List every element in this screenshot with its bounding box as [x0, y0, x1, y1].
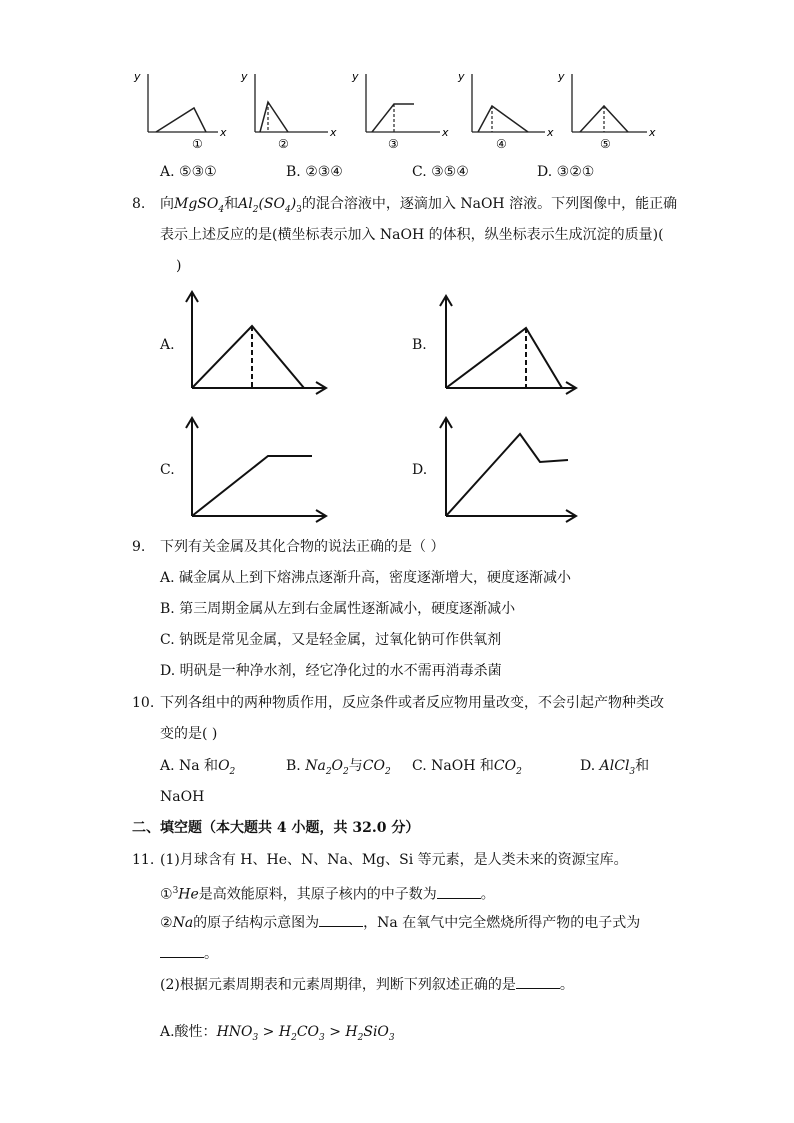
q8-graph-c[interactable]	[180, 414, 330, 524]
top-graph-1-y-label: y	[134, 70, 141, 83]
q10-number: 10.	[132, 695, 155, 711]
top-graph-3	[351, 70, 449, 151]
q8-graph-b[interactable]	[434, 292, 584, 398]
top-graph-5	[557, 70, 656, 151]
q7-option-c[interactable]	[412, 162, 469, 182]
q9-number: 9.	[132, 539, 146, 555]
q8-graph-d[interactable]	[434, 414, 584, 524]
q10-option-d-line2: NaOH	[160, 789, 205, 805]
q8-formula-mgso4: MgSO$_4$	[174, 196, 225, 215]
q11-formula-hno3: $HNO_3$	[216, 1024, 259, 1043]
q11-formula-h2co3: $H_2CO_3$	[278, 1024, 325, 1043]
q7-option-d[interactable]	[537, 162, 594, 182]
top-graph-2	[240, 70, 337, 151]
q7-option-b-text: ②③④	[305, 164, 343, 180]
q11-blank-1[interactable]	[437, 884, 481, 899]
q11-formula-na: Na	[172, 915, 194, 931]
q7-option-b[interactable]	[286, 162, 343, 182]
q11-formula-h2sio3: $H_2SiO_3$	[345, 1024, 395, 1043]
top-graph-5-label: ⑤	[600, 137, 611, 151]
q10-option-d[interactable]: D. AlCl$_3$和	[580, 758, 650, 777]
q7-option-d-text: ③②①	[556, 164, 595, 180]
q11-formula-he: He	[178, 886, 199, 903]
q11-blank-4[interactable]	[516, 974, 560, 989]
top-graph-5-y-label: y	[558, 70, 565, 83]
q9-option-c[interactable]: C. 钠既是常见金属，又是轻金属，过氧化钠可作供氧剂	[160, 632, 502, 648]
q8-line1-post: 的混合溶液中，逐滴加入 NaOH 溶液。下列图像中，能正确	[301, 196, 678, 212]
q11-blank-2[interactable]	[319, 912, 363, 927]
q11-number: 11.	[132, 852, 155, 868]
q7-option-a-letter: A.	[160, 164, 175, 180]
top-graph-2-x-label: x	[330, 126, 337, 139]
q11-part2-line2: 。	[160, 943, 218, 964]
top-graph-2-y-label: y	[241, 70, 248, 83]
q7-option-a-text: ⑤③①	[179, 164, 217, 180]
q10-stem-line2: 变的是( )	[160, 726, 218, 742]
top-graph-4-y-label: y	[458, 70, 465, 83]
q7-option-d-letter: D.	[537, 164, 553, 180]
top-graph-4-label: ④	[496, 137, 507, 151]
q8-line1: 向MgSO$_4$和$Al_2(SO_4)_3$的混合溶液中，逐滴加入 NaOH 溶液。下列图像中，能正确	[160, 196, 678, 215]
q7-option-c-letter: C.	[412, 164, 427, 180]
top-graph-4	[457, 70, 554, 151]
q8-option-c-label[interactable]: C.	[160, 462, 175, 478]
q10-formula-alcl3: AlCl$_3$	[599, 758, 636, 777]
q10-formula-co2-c: $CO_2$	[493, 758, 522, 777]
q10-option-c[interactable]: C. NaOH 和$CO_2$	[412, 758, 522, 777]
top-graph-1-label: ①	[192, 137, 203, 151]
top-graph-3-label: ③	[388, 137, 399, 151]
q9-option-b[interactable]: B. 第三周期金属从左到右金属性逐渐减小，硬度逐渐减小	[160, 601, 516, 617]
q8-formula-al2so43: $Al_2(SO_4)$	[238, 196, 297, 215]
top-graph-4-x-label: x	[547, 126, 554, 139]
q9-option-a[interactable]: A. 碱金属从上到下熔沸点逐渐升高，密度逐渐增大，硬度逐渐减小	[160, 570, 572, 586]
q9-option-d[interactable]: D. 明矾是一种净水剂，经它净化过的水不需再消毒杀菌	[160, 663, 502, 679]
q11-line1: (1)月球含有 H、He、N、Na、Mg、Si 等元素，是人类未来的资源宝库。	[160, 852, 628, 868]
top-graphs-row	[120, 62, 660, 154]
top-graph-1	[133, 70, 227, 151]
top-graph-3-x-label: x	[442, 126, 449, 139]
q10-formula-na2o2: $Na_2O_2$	[305, 758, 349, 777]
q10-option-b[interactable]: B. $Na_2O_2$与$CO_2$	[286, 758, 391, 777]
q11-part2: ②Na的原子结构示意图为 ，Na 在氧气中完全燃烧所得产物的电子式为	[160, 912, 640, 933]
q8-line3: )	[176, 258, 182, 274]
q10-formula-o2: $O_2$	[218, 758, 236, 777]
q11-option-a[interactable]: A.酸性：$HNO_3 > H_2CO_3 > H_2SiO_3$	[160, 1024, 395, 1043]
q7-option-a[interactable]	[160, 162, 217, 182]
q11-line4: (2)根据元素周期表和元素周期律，判断下列叙述正确的是 。	[160, 974, 574, 995]
q8-option-a-label[interactable]: A.	[160, 337, 175, 353]
q8-line2: 表示上述反应的是(横坐标表示加入 NaOH 的体积，纵坐标表示生成沉淀的质量)(	[160, 227, 664, 243]
q10-stem-line1: 下列各组中的两种物质作用，反应条件或者反应物用量改变，不会引起产物种类改	[160, 695, 664, 711]
q8-graph-a[interactable]	[180, 288, 330, 398]
section-heading: 二、填空题（本大题共 4 小题，共 32.0 分）	[132, 820, 420, 836]
q8-option-b-label[interactable]: B.	[412, 337, 427, 353]
top-graph-5-x-label: x	[649, 126, 656, 139]
q7-option-b-letter: B.	[286, 164, 301, 180]
q8-and: 和	[224, 196, 239, 212]
top-graph-3-y-label: y	[352, 70, 359, 83]
top-graph-2-label: ②	[278, 137, 289, 151]
q10-formula-co2-b: $CO_2$	[362, 758, 391, 777]
q10-option-a[interactable]: A. Na 和$O_2$	[160, 758, 236, 777]
q9-stem: 下列有关金属及其化合物的说法正确的是（ ）	[160, 539, 445, 555]
q8-line1-pre: 向	[160, 196, 174, 212]
top-graph-1-x-label: x	[220, 126, 227, 139]
q8-number: 8.	[132, 196, 146, 212]
q11-part1: ①$^3$He是高效能原料，其原子核内的中子数为 。	[160, 881, 495, 905]
q7-option-c-text: ③⑤④	[431, 164, 469, 180]
q8-option-d-label[interactable]: D.	[412, 462, 428, 478]
q11-blank-3[interactable]	[160, 943, 204, 958]
